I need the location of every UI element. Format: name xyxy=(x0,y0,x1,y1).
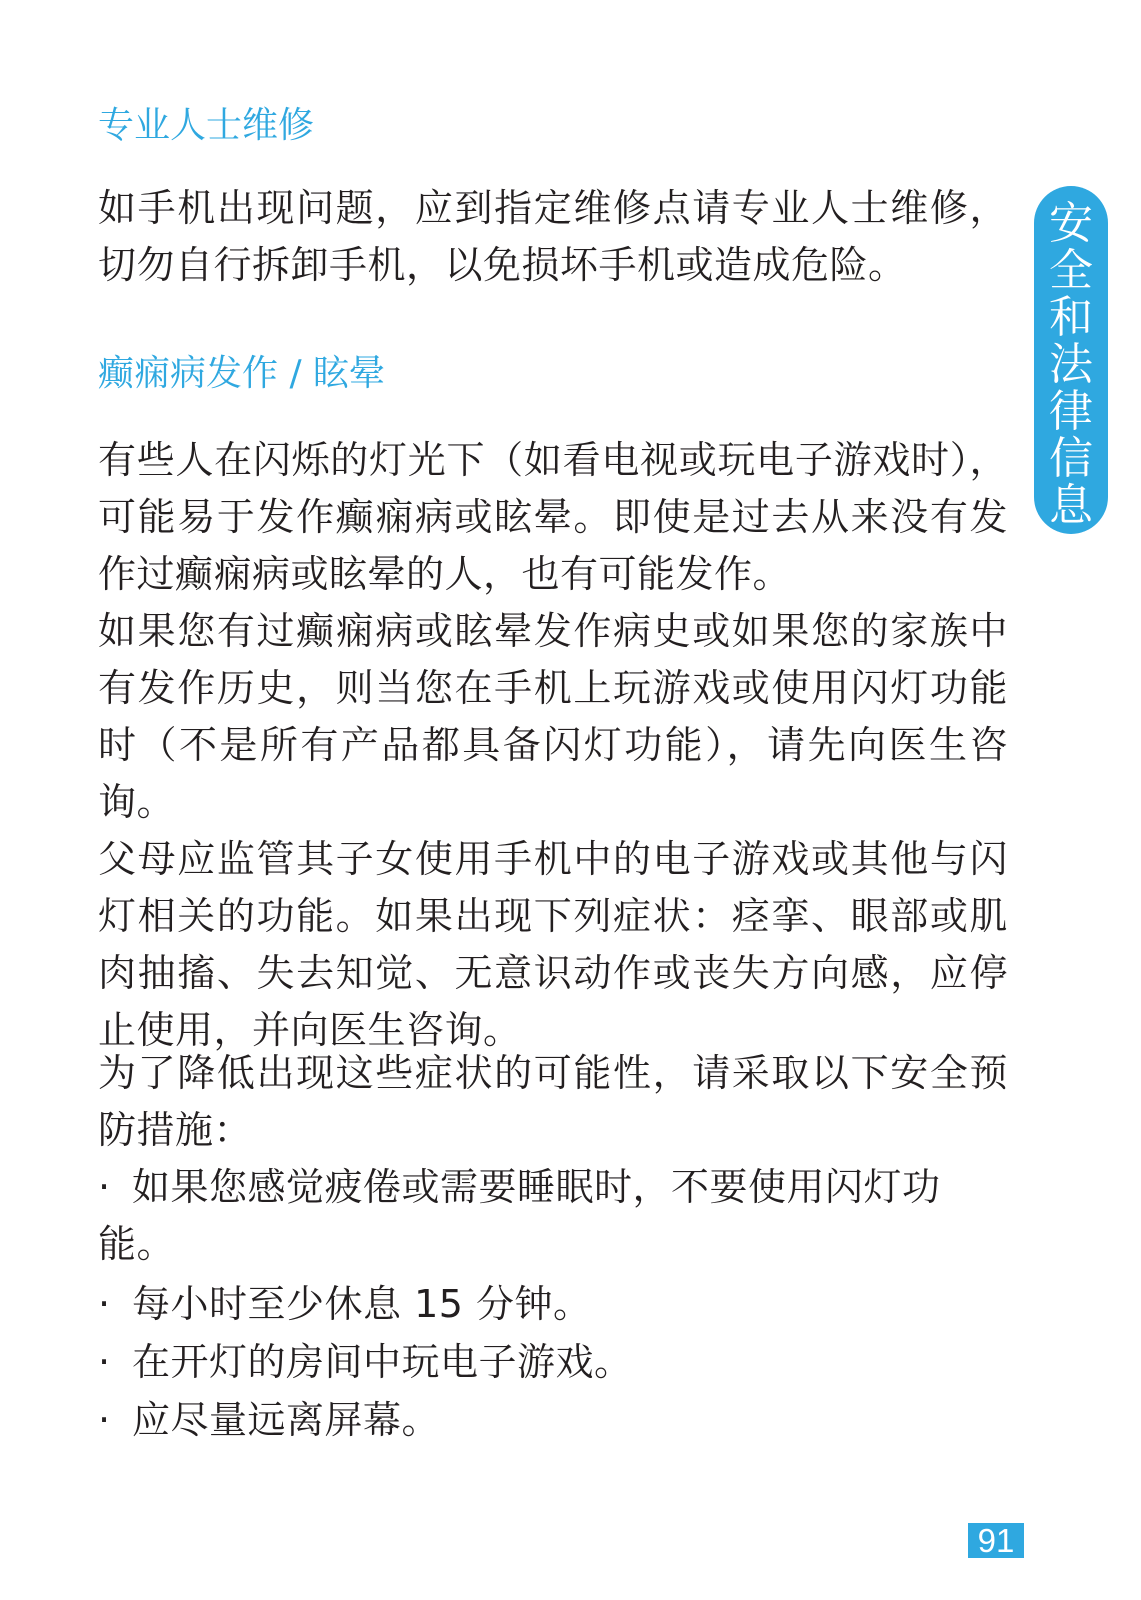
list-item-text: 每小时至少休息 15 分钟。 xyxy=(132,1282,592,1326)
list-item-text: 应尽量远离屏幕。 xyxy=(132,1398,441,1442)
list-item xyxy=(98,1392,1008,1449)
paragraph-precautions-intro: 为了降低出现这些症状的可能性，请采取以下安全预防措施： xyxy=(98,1051,1008,1152)
bullet-icon: · xyxy=(98,1282,111,1326)
list-item-text: 在开灯的房间中玩电子游戏。 xyxy=(132,1340,633,1384)
bullet-icon: · xyxy=(98,1165,111,1209)
list-item xyxy=(98,1334,1008,1391)
page-number: 91 xyxy=(968,1523,1024,1558)
paragraph-medical-history: 如果您有过癫痫病或眩晕发作病史或如果您的家族中有发作历史，则当您在手机上玩游戏或使用闪灯功能时（不是所有产品都具备闪灯功能），请先向医生咨询。 xyxy=(98,609,1008,824)
list-item-text: 如果您感觉疲倦或需要睡眠时，不要使用闪灯功能。 xyxy=(98,1165,941,1266)
list-item xyxy=(98,1276,1008,1333)
bullet-icon: · xyxy=(98,1398,111,1442)
paragraph-parental-supervision: 父母应监管其子女使用手机中的电子游戏或其他与闪灯相关的功能。如果出现下列症状：痉挛、眼部或肌肉抽搐、失去知觉、无意识动作或丧失方向感，应停止使用，并向医生咨询。 xyxy=(98,837,1008,1052)
list-item xyxy=(98,1159,1008,1273)
bullet-icon: · xyxy=(98,1340,111,1384)
paragraph-flashing-lights: 有些人在闪烁的灯光下（如看电视或玩电子游戏时），可能易于发作癫痫病或眩晕。即使是过去从来没有发作过癫痫病或眩晕的人，也有可能发作。 xyxy=(98,438,1008,596)
chapter-side-tab xyxy=(1034,186,1108,534)
paragraph-repair: 如手机出现问题，应到指定维修点请专业人士维修，切勿自行拆卸手机，以免损坏手机或造成危险。 xyxy=(98,186,1008,287)
section-heading-professional-repair: 专业人士维修 xyxy=(98,105,315,146)
section-heading-epilepsy-dizziness: 癫痫病发作 / 眩晕 xyxy=(98,353,386,394)
chapter-side-tab-label: 安全和法律信息 xyxy=(1049,198,1093,531)
